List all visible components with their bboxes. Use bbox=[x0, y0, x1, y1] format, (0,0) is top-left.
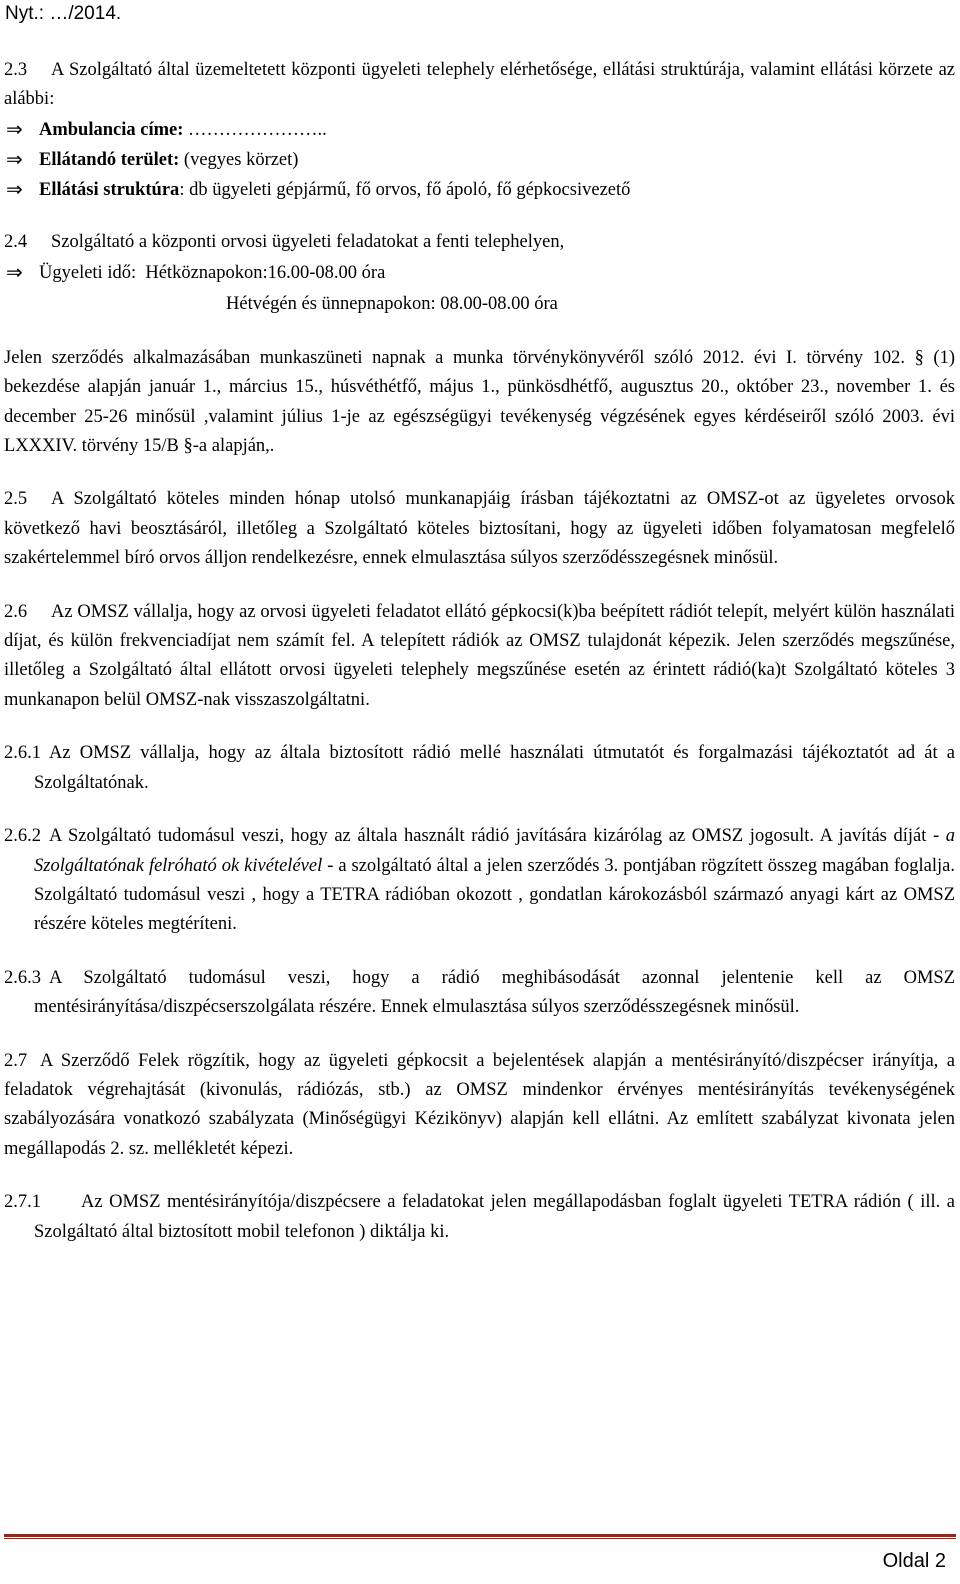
section-number: 2.7.1 bbox=[4, 1192, 41, 1213]
footer-divider-thin bbox=[4, 1538, 956, 1539]
duty-time-label: Ügyeleti idő: bbox=[39, 262, 137, 283]
duty-time-weekday: Hétköznapokon:16.00-08.00 óra bbox=[145, 262, 386, 283]
item-label: Ellátandó terület: bbox=[39, 149, 180, 170]
section-text: A Szolgáltató tudomásul veszi, hogy a rádió meghibásodását azonnal jelentenie kell az OMSZ mentésirányítása/diszpécserszolgálata részére. Ennek elmulasztása súlyos szerződésszegésnek minősül. bbox=[34, 967, 955, 1018]
section-2-6-1 bbox=[4, 739, 955, 798]
section-text-part-b: - a szolgáltató által a jelen szerződés 3. pontjában rögzített összeg magában foglalja. Szolgáltató tudomásul veszi , hogy a TETRA rádióban okozott , gondatlan károkozásból származó anyagi kárt az OMSZ részére köteles megtéríteni. bbox=[34, 855, 955, 935]
section-number: 2.6.3 bbox=[4, 967, 41, 988]
duty-time-line bbox=[4, 258, 955, 289]
item-value: (vegyes körzet) bbox=[179, 149, 299, 170]
double-arrow-icon: ⇒ bbox=[6, 118, 23, 141]
section-number: 2.3 bbox=[4, 60, 28, 80]
section-text: A Szolgáltató köteles minden hónap utolsó munkanapjáig írásban tájékoztatni az OMSZ-ot az ügyeletes orvosok következő havi beosztásáról, illetőleg a Szolgáltató köteles biztosítani, hogy az ügyeleti időben folyamatosan megfelelő szakértelemmel bíró orvos álljon rendelkezésre, ennek elmulasztása súlyos szerződésszegésnek minősül. bbox=[4, 489, 955, 569]
section-2-6-3 bbox=[4, 964, 955, 1023]
section-text-italic: a Szolgáltatónak felróható ok kivételével bbox=[34, 826, 955, 876]
list-item-service-area bbox=[4, 145, 955, 175]
footer-divider bbox=[4, 1534, 956, 1537]
section-number: 2.7 bbox=[4, 1050, 28, 1071]
item-value: : db ügyeleti gépjármű, fő orvos, fő ápoló, fő gépkocsivezető bbox=[179, 179, 631, 200]
document-body bbox=[4, 56, 955, 1271]
section-2-6-2 bbox=[4, 822, 955, 940]
section-2-7-1 bbox=[4, 1188, 955, 1247]
section-2-5 bbox=[4, 485, 955, 573]
section-2-3 bbox=[4, 56, 955, 115]
item-label: Ambulancia címe: bbox=[39, 119, 184, 140]
section-text: Az OMSZ mentésirányítója/diszpécsere a feladatokat jelen megállapodásban foglalt ügyeleti TETRA rádión ( ill. a Szolgáltató által biztosított mobil telefonon ) diktálja ki. bbox=[34, 1192, 955, 1242]
section-2-7 bbox=[4, 1047, 955, 1165]
section-number: 2.6.2 bbox=[4, 826, 41, 847]
duty-time-weekend: Hétvégén és ünnepnapokon: 08.00-08.00 óra bbox=[226, 293, 558, 314]
section-2-6 bbox=[4, 598, 955, 716]
section-text: A Szolgáltató által üzemeltetett központi ügyeleti telephely elérhetősége, ellátási struktúrája, valamint ellátási körzete az alábbi: bbox=[4, 60, 955, 110]
double-arrow-icon: ⇒ bbox=[6, 178, 23, 201]
holiday-definition: Jelen szerződés alkalmazásában munkaszüneti napnak a munka törvénykönyvéről szóló 2012. évi I. törvény 102. § (1) bekezdése alapján január 1., március 15., húsvéthétfő, május 1., pünkösdhétfő, augusztus 20., október 23., november 1. és december 25-26 minősül ,valamint július 1-je az egészségügyi tevékenység végzésének egyes kérdéseiről szóló 2003. évi LXXXIV. törvény 15/B §-a alapján,. bbox=[4, 347, 955, 457]
section-text: Az OMSZ vállalja, hogy az általa biztosított rádió mellé használati útmutatót és forgalmazási tájékoztatót ad át a Szolgáltatónak. bbox=[34, 743, 955, 793]
section-text: A Szerződő Felek rögzítik, hogy az ügyeleti gépkocsit a bejelentések alapján a mentésirányító/diszpécser irányítja, a feladatok végrehajtását (kivonulás, rádiózás, stb.) az OMSZ mindenkor érvényes mentésirányítás tevékenységének szabályozására vonatkozó szabályzata (Minőségügyi Kézikönyv) alapján kell ellátni. Az említett szabályzat kivonata jelen megállapodás 2. sz. mellékletét képezi. bbox=[4, 1050, 955, 1159]
document-reference-number: Nyt.: …/2014. bbox=[5, 3, 122, 24]
section-number: 2.6 bbox=[4, 601, 28, 622]
section-number: 2.5 bbox=[4, 489, 28, 510]
section-number: 2.6.1 bbox=[4, 743, 41, 764]
double-arrow-icon: ⇒ bbox=[6, 148, 23, 171]
double-arrow-icon: ⇒ bbox=[6, 261, 23, 284]
section-text: Az OMSZ vállalja, hogy az orvosi ügyeleti feladatot ellátó gépkocsi(k)ba beépített rádiót telepít, melyért külön használati díjat, és külön frekvenciadíjat nem számít fel. A telepített rádiók az OMSZ tulajdonát képezik. Jelen szerződés megszűnése, illetőleg a Szolgáltató által ellátott orvosi ügyeleti telephely megszűnése esetén az érintett rádió(ka)t Szolgáltató köteles 3 munkanapon belül OMSZ-nak visszaszolgáltatni. bbox=[4, 601, 955, 710]
item-label: Ellátási struktúra bbox=[39, 179, 180, 200]
section-number: 2.4 bbox=[4, 231, 28, 252]
section-2-4 bbox=[4, 227, 955, 258]
section-text: Szolgáltató a központi orvosi ügyeleti feladatokat a fenti telephelyen, bbox=[51, 231, 565, 252]
list-item-service-structure bbox=[4, 175, 955, 205]
item-value: ………………….. bbox=[183, 119, 327, 140]
list-item-ambulance-address bbox=[4, 115, 955, 145]
section-text-part-a: A Szolgáltató tudomásul veszi, hogy az általa használt rádió javítására kizárólag az OMSZ jogosult. A javítás díját - bbox=[49, 826, 946, 847]
page-number: Oldal 2 bbox=[882, 1550, 946, 1572]
